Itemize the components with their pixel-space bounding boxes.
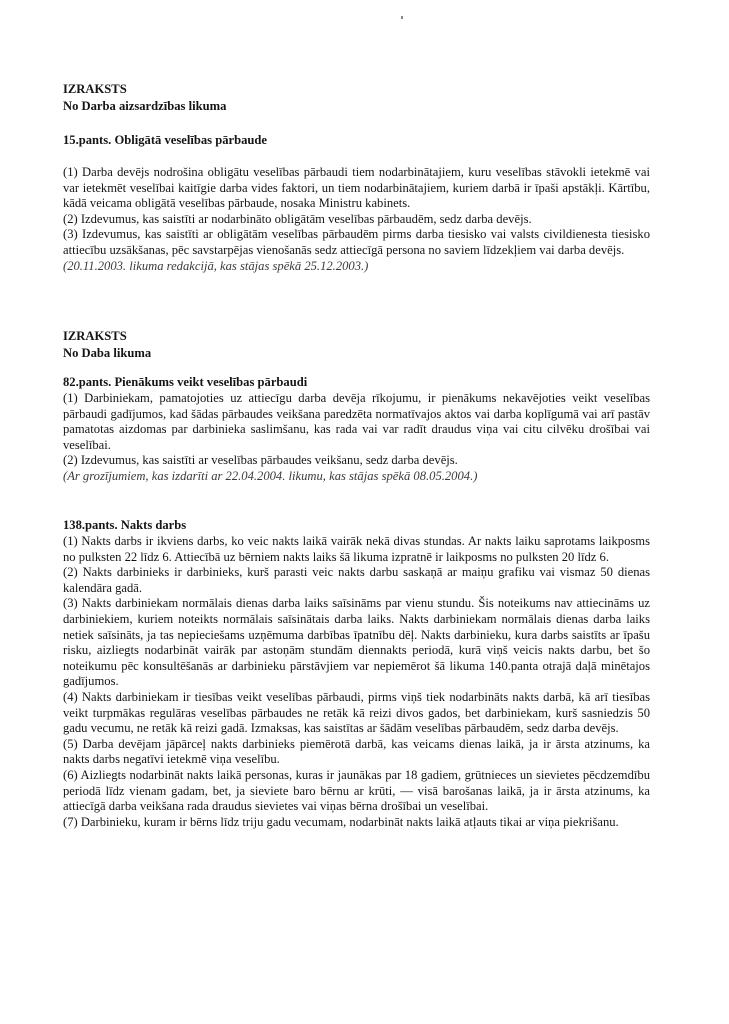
section-darba-likums bbox=[63, 328, 650, 362]
article-138-block bbox=[63, 517, 650, 830]
article-15-block bbox=[63, 132, 650, 149]
paragraph: (7) Darbinieku, kuram ir bērns līdz triju gadu vecumam, nodarbināt nakts laikā atļauts tikai ar viņa piekrišanu. bbox=[63, 814, 619, 829]
paragraph: (2) Nakts darbinieks ir darbinieks, kurš parasti veic nakts darbu saskaņā ar maiņu grafiku vai vismaz 50 dienas kalendāra gadā. bbox=[63, 565, 650, 595]
paragraph: (2) Izdevumus, kas saistīti ar nodarbināto obligātām veselības pārbaudēm, sedz darba devējs. bbox=[63, 211, 532, 226]
scan-speck bbox=[401, 16, 403, 19]
article-15-text bbox=[63, 165, 650, 274]
paragraph: (1) Nakts darbs ir ikviens darbs, ko veic nakts laikā vairāk nekā divas stundas. Ar nakts laiku saprotams laikposms no pulksten 22 līdz 6. Attiecībā uz bērniem nakts laiks šā likuma izpratnē ir laikposms no pulksten 20 līdz 6. bbox=[63, 534, 650, 564]
amendment-note: (Ar grozījumiem, kas izdarīti ar 22.04.2004. likumu, kas stājas spēkā 08.05.2004.) bbox=[63, 468, 478, 483]
law-title: No Daba likuma bbox=[63, 346, 152, 360]
article-heading: 15.pants. Obligātā veselības pārbaude bbox=[63, 133, 267, 147]
extract-label: IZRAKSTS bbox=[63, 82, 127, 96]
article-82-block bbox=[63, 374, 650, 485]
extract-label: IZRAKSTS bbox=[63, 329, 127, 343]
paragraph: (1) Darba devējs nodrošina obligātu veselības pārbaudi tiem nodarbinātajiem, kuru veselības stāvokli ietekmē vai var ietekmēt veselībai kaitīgie darba vides faktori, un tiem nodarbinātajiem, kuriem darbā ir īpaši apstākļi. Kārtību, kādā veicama obligātā veselības pārbaude, nosaka Ministru kabinets. bbox=[63, 165, 650, 211]
paragraph: (3) Nakts darbiniekam normālais dienas darba laiks saīsināms par vienu stundu. Šis noteikums nav attiecināms uz darbiniekiem, kuriem noteikts normālais saīsinātais darba laiks. Nakts darbiniekam normālais dienas darba laiks netiek saīsināts, ja tas nepieciešams uzņēmuma darbības īpatnību dēļ. Nakts darbinieku, kura darbs saistīts ar īpašu risku, aizliegts nodarbināt vairāk par astoņām stundām diennakts periodā, kurā viņš veicis nakts darbu, bet šo noteikumu pēc konsultēšanās ar darbinieku pārstāvjiem var nepiemērot šā likuma 140.panta otrajā daļā minētajos gadījumos. bbox=[63, 596, 650, 689]
article-heading: 82.pants. Pienākums veikt veselības pārbaudi bbox=[63, 375, 308, 389]
paragraph: (5) Darba devējam jāpārceļ nakts darbinieks piemērotā darbā, kas veicams dienas laikā, ja ir ārsta atzinums, ka nakts darbs negatīvi ietekmē viņa veselību. bbox=[63, 736, 650, 767]
article-heading: 138.pants. Nakts darbs bbox=[63, 518, 187, 532]
law-title: No Darba aizsardzības likuma bbox=[63, 99, 227, 113]
paragraph: (4) Nakts darbiniekam ir tiesības veikt veselības pārbaudi, pirms viņš tiek nodarbināts nakts darbā, kā arī tiesības veikt turpmākas regulāras veselības pārbaudes ne retāk kā reizi divos gados, bet darbiniekam, kurš sasniedzis 50 gadu vecumu, ne retāk kā reizi gadā. Izmaksas, kas saistītas ar šādām veselības pārbaudēm, sedz darba devējs. bbox=[63, 689, 650, 736]
paragraph: (3) Izdevumus, kas saistīti ar obligātām veselības pārbaudēm pirms darba tiesisko vai valsts civildienesta tiesisko attiecību uzsākšanas, pēc savstarpējas vienošanās sedz attiecīgā persona no saviem līdzekļiem vai darba devējs. bbox=[63, 227, 650, 257]
paragraph: (2) Izdevumus, kas saistīti ar veselības pārbaudes veikšanu, sedz darba devējs. bbox=[63, 453, 458, 468]
paragraph: (1) Darbiniekam, pamatojoties uz attiecīgu darba devēja rīkojumu, ir pienākums nekavējoties veikt veselības pārbaudi gadījumos, kad šādas pārbaudes veikšana paredzēta normatīvajos aktos vai darba koplīgumā vai arī pastāv pamatotas aizdomas par darbinieka saslimšanu, kas rada vai var radīt draudus viņa vai citu cilvēku drošībai vai veselībai. bbox=[63, 391, 650, 452]
paragraph: (6) Aizliegts nodarbināt nakts laikā personas, kuras ir jaunākas par 18 gadiem, grūtnieces un sievietes pēcdzemdību periodā līdz vienam gadam, bet, ja sieviete baro bērnu ar krūti, — visā barošanas laikā, ja ir ārsta atzinums, ka attiecīgā darba veikšana rada draudus sievietes vai viņas bērna drošībai un veselībai. bbox=[63, 767, 650, 814]
amendment-note: (20.11.2003. likuma redakcijā, kas stājas spēkā 25.12.2003.) bbox=[63, 258, 369, 273]
section-darba-aizsardzibas bbox=[63, 81, 650, 115]
